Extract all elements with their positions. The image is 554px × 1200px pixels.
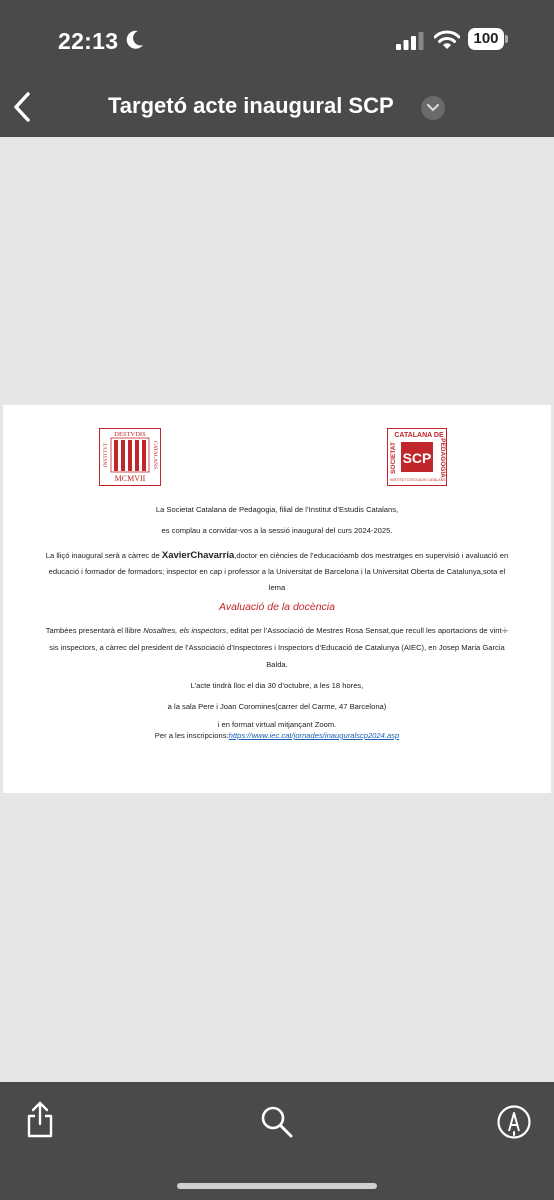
document-title: Targetó acte inaugural SCP: [108, 93, 394, 118]
registration-line: [3, 730, 551, 741]
iec-logo: [99, 428, 161, 486]
speaker-name: XavierChavarria: [161, 550, 235, 561]
registration-link[interactable]: https://www.iec.cat/jornades/inauguralscp2024.asp: [228, 731, 400, 740]
event-venue: a la sala Pere i Joan Coromines(carrer del Carme, 47 Barcelona): [167, 702, 387, 711]
back-chevron-icon[interactable]: [10, 90, 34, 124]
book-title: Nosaltres, els inspectors: [143, 626, 226, 635]
scp-logo-left-text: SOCIETAT: [390, 442, 397, 474]
speaker-paragraph: [43, 548, 511, 596]
scp-logo-center-text: SCP: [402, 450, 432, 466]
battery-cap: [505, 35, 508, 43]
home-indicator[interactable]: [177, 1183, 377, 1189]
markup-pen-icon[interactable]: [496, 1104, 532, 1140]
book-description: , editat per l’Associació de Mestres Rosa Sensat,que recull les aportacions de vint-i-sis inspectors, a càrrec del president de l’Associació d’Inspectores i Inspectors d’Educació de Catalunya (AIEC), en Josep Maria Garcia Balda.: [49, 626, 509, 669]
event-date: L’acte tindrà lloc el dia 30 d’octubre, a les 18 hores,: [190, 681, 364, 690]
scp-logo-top-text: CATALANA DE: [394, 432, 444, 439]
search-icon[interactable]: [259, 1104, 295, 1140]
speaker-intro: La lliçó inaugural serà a càrrec de: [45, 551, 162, 560]
top-bar: [0, 0, 554, 137]
title-menu-button[interactable]: [421, 96, 445, 120]
invitation-line-2: es complau a convidar-vos a la sessió inaugural del curs 2024-2025.: [161, 526, 393, 535]
invitation-line-1: La Societat Catalana de Pedagogia, filial de l’Institut d’Estudis Catalans,: [155, 505, 399, 514]
scp-logo: [387, 428, 447, 486]
iec-logo-right-text: CATALANS: [152, 440, 158, 470]
document-page: [3, 405, 551, 793]
event-virtual: i en format virtual mitjançant Zoom.: [217, 720, 337, 729]
do-not-disturb-moon-icon: [125, 29, 145, 51]
registration-label: Per a les inscripcions:: [154, 731, 229, 740]
book-intro: Tambées presentarà el llibre: [45, 626, 144, 635]
status-time: 22:13: [58, 28, 119, 54]
scp-logo-right-text: PEDAGOGIA: [439, 438, 446, 478]
book-paragraph: [43, 622, 511, 673]
scp-logo-bottom-text: INSTITUT D'ESTUDIS CATALANS: [390, 478, 446, 482]
iec-logo-left-text: INSTITVT: [103, 442, 109, 468]
battery-level: 100: [468, 28, 504, 50]
iec-logo-top-text: DESTVDIS: [114, 431, 146, 438]
speaker-description: ,doctor en ciències de l’educacióamb dos mestratges en supervisió i avaluació en educació i formador de formadors; inspector en cap i professor a la Universitat de Barcelona i la Universitat Oberta de Catalunya,sota el lema: [48, 551, 509, 592]
chevron-down-icon: [427, 104, 439, 112]
battery-indicator: [468, 28, 506, 52]
cellular-signal-icon: [396, 32, 424, 50]
lecture-motto: Avaluació de la docència: [219, 601, 335, 613]
share-icon[interactable]: [25, 1100, 55, 1140]
wifi-icon: [434, 30, 460, 50]
iec-logo-bottom-text: MCMVII: [114, 474, 146, 483]
